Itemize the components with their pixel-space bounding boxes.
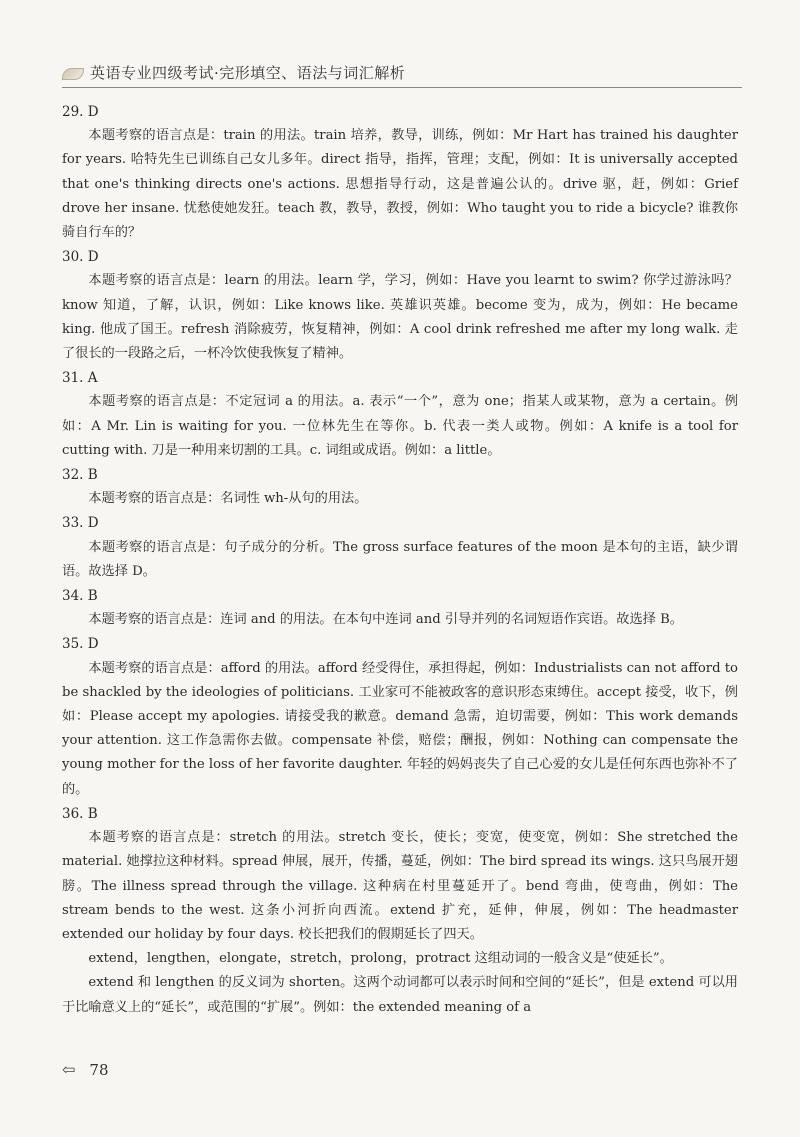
leaf-icon [62,66,84,80]
explanation-paragraph: extend 和 lengthen 的反义词为 shorten。这两个动词都可以表示时间和空间的“延长”，但是 extend 可以用于比喻意义上的“延长”，或范围的“扩展”。例如：the extended meaning of a [62,975,738,1015]
answer-item [62,584,738,632]
page-number: 78 [89,1060,109,1079]
answer-number: 32. B [62,467,98,484]
page-footer [62,1060,109,1079]
answer-item [62,632,738,801]
explanation-paragraph: 本题考察的语言点是：句子成分的分析。The gross surface features of the moon 是本句的主语，缺少谓语。故选择 D。 [62,539,738,579]
explanation-paragraph: 本题考察的语言点是：连词 and 的用法。在本句中连词 and 引导并列的名词短语作宾语。故选择 B。 [88,612,683,628]
answer-item [62,366,738,463]
answer-item [62,511,738,584]
answer-item [62,100,738,245]
answer-item [62,802,738,1020]
answer-explanations [62,100,738,1020]
left-arrow-icon: ⇦ [62,1060,76,1079]
answer-item [62,463,738,511]
answer-number: 34. B [62,588,98,605]
answer-number: 31. A [62,370,98,387]
answer-number: 35. D [62,636,99,653]
running-header [62,62,742,88]
answer-number: 30. D [62,249,99,266]
explanation-paragraph: 本题考察的语言点是：不定冠词 a 的用法。a. 表示“一个”，意为 one；指某人或某物，意为 a certain。例如：A Mr. Lin is waiting for you. 一位林先生在等你。b. 代表一类人或物。例如：A knife is a tool for cutting with. 刀是一种用来切割的工具。c. 词组或成语。例如：a little。 [62,394,738,458]
explanation-paragraph: 本题考察的语言点是：afford 的用法。afford 经受得住，承担得起，例如：Industrialists can not afford to be shackled by the ideologies of politicians. 工业家可不能被政客的意识形态束缚住。accept 接受，收下，例如：Please accept my apologies. 请接受我的歉意。demand 急需，迫切需要，例如：This work demands your attention. 这工作急需你去做。compensate 补偿，赔偿；酬报，例如：Nothing can compensate the young mother for the loss of her favorite daughter. 年轻的妈妈丧失了自己心爱的女儿是任何东西也弥补不了的。 [62,660,738,797]
header-title: 英语专业四级考试·完形填空、语法与词汇解析 [90,64,406,82]
explanation-paragraph: extend，lengthen，elongate，stretch，prolong，protract 这组动词的一般含义是“使延长”。 [88,951,673,967]
answer-number: 29. D [62,104,99,120]
explanation-paragraph: 本题考察的语言点是：名词性 wh-从句的用法。 [88,491,368,507]
answer-number: 33. D [62,515,99,532]
answer-number: 36. B [62,805,98,822]
answer-item [62,245,738,366]
explanation-paragraph: 本题考察的语言点是：learn 的用法。learn 学，学习，例如：Have you learnt to swim? 你学过游泳吗？know 知道，了解，认识，例如：Like knows like. 英雄识英雄。become 变为，成为，例如：He became king. 他成了国王。refresh 消除疲劳，恢复精神，例如：A cool drink refreshed me after my long walk. 走了很长的一段路之后，一杯冷饮使我恢复了精神。 [62,273,738,362]
explanation-paragraph: 本题考察的语言点是：stretch 的用法。stretch 变长，使长；变宽，使变宽，例如：She stretched the material. 她撑拉这种材料。spread 伸展，展开，传播，蔓延，例如：The bird spread its wings. 这只鸟展开翅膀。The illness spread through the village. 这种病在村里蔓延开了。bend 弯曲，使弯曲，例如：The stream bends to the west. 这条小河折向西流。extend 扩充，延伸，伸展，例如：The headmaster extended our holiday by four days. 校长把我们的假期延长了四天。 [62,830,738,942]
explanation-paragraph: 本题考察的语言点是：train 的用法。train 培养，教导，训练，例如：Mr Hart has trained his daughter for years. 哈特先生已训练自己女儿多年。direct 指导，指挥，管理；支配，例如：It is universally accepted that one's thinking directs one's actions. 思想指导行动，这是普遍公认的。drive 驱，赶，例如：Grief drove her insane. 忧愁使她发狂。teach 教，教导，教授，例如：Who taught you to ride a bicycle? 谁教你骑自行车的？ [62,128,738,241]
